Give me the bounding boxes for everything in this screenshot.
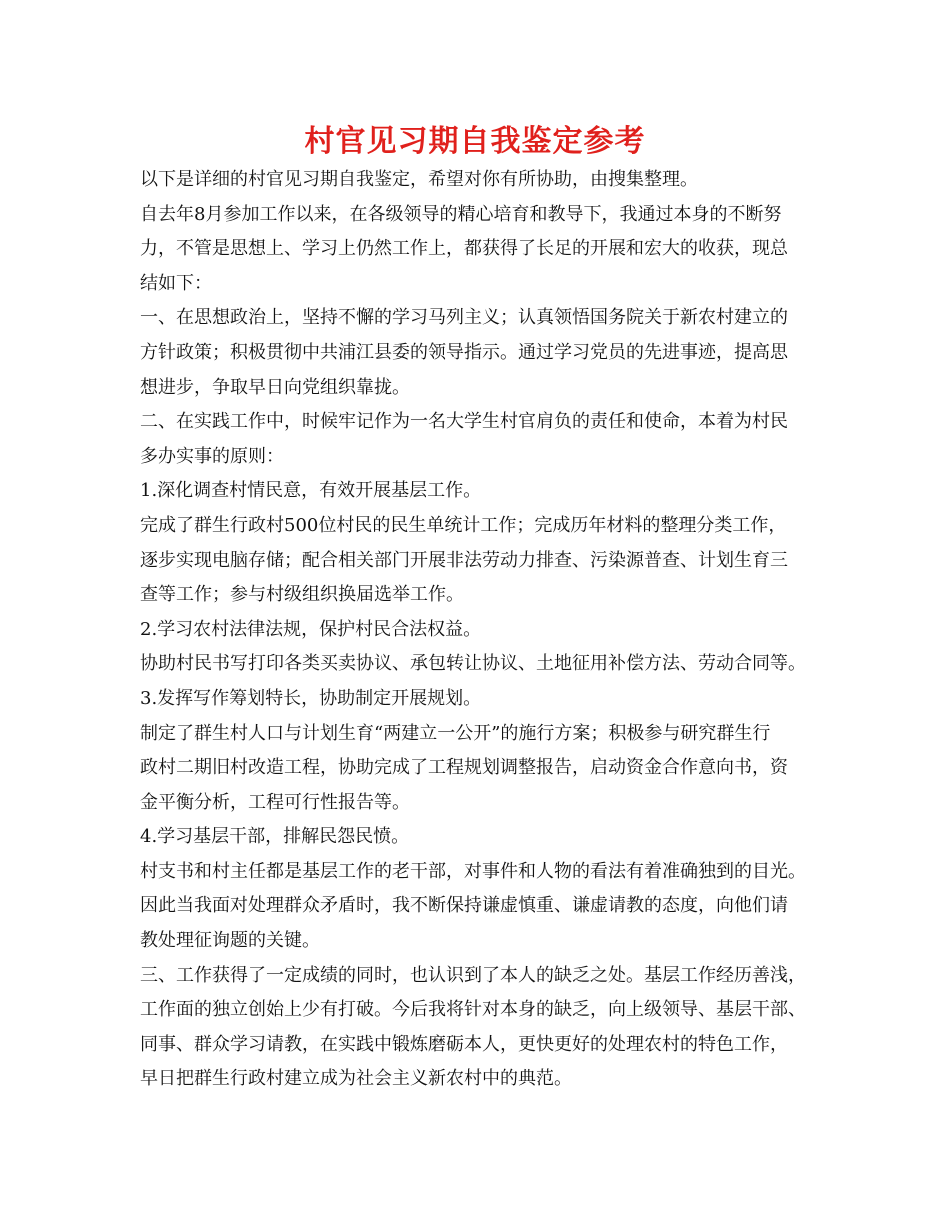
body-line: 金平衡分析，工程可行性报告等。 [140, 791, 410, 813]
body-line: 逐步实现电脑存储；配合相关部门开展非法劳动力排查、污染源普查、计划生育三 [140, 549, 788, 571]
body-line: 协助村民书写打印各类买卖协议、承包转让协议、土地征用补偿方法、劳动合同等。 [140, 653, 806, 675]
body-line: 多办实事的原则： [140, 445, 284, 467]
document-title: 村官见习期自我鉴定参考 [304, 124, 646, 159]
body-line: 制定了群生村人口与计划生育“两建立一公开”的施行方案；积极参与研究群生行 [140, 722, 771, 744]
body-line: 工作面的独立创始上少有打破。今后我将针对本身的缺乏，向上级领导、基层干部、 [140, 999, 806, 1021]
body-line: 二、在实践工作中，时候牢记作为一名大学生村官肩负的责任和使命，本着为村民 [140, 411, 788, 433]
body-line: 早日把群生行政村建立成为社会主义新农村中的典范。 [140, 1068, 572, 1090]
body-line: 政村二期旧村改造工程，协助完成了工程规划调整报告，启动资金合作意向书，资 [140, 757, 788, 779]
body-line: 3.发挥写作筹划特长，协助制定开展规划。 [140, 687, 482, 709]
body-line: 教处理征询题的关键。 [140, 930, 320, 952]
body-line: 一、在思想政治上，坚持不懈的学习马列主义；认真领悟国务院关于新农村建立的 [140, 307, 788, 329]
body-line: 自去年8月参加工作以来，在各级领导的精心培育和教导下，我通过本身的不断努 [140, 203, 782, 225]
body-line: 同事、群众学习请教，在实践中锻炼磨砺本人，更快更好的处理农村的特色工作， [140, 1033, 788, 1055]
body-line: 查等工作；参与村级组织换届选举工作。 [140, 584, 464, 606]
body-line: 因此当我面对处理群众矛盾时，我不断保持谦虚慎重、谦虚请教的态度，向他们请 [140, 895, 788, 917]
body-line: 想进步，争取早日向党组织靠拢。 [140, 376, 410, 398]
body-line: 2.学习农村法律法规，保护村民合法权益。 [140, 618, 482, 640]
document-body [140, 163, 820, 1097]
body-line: 三、工作获得了一定成绩的同时，也认识到了本人的缺乏之处。基层工作经历善浅， [140, 964, 806, 986]
body-line: 以下是详细的村官见习期自我鉴定，希望对你有所协助，由搜集整理。 [140, 169, 698, 190]
body-line: 4.学习基层干部，排解民怨民愤。 [140, 826, 410, 848]
body-line: 结如下： [140, 272, 212, 294]
body-line: 1.深化调查村情民意，有效开展基层工作。 [140, 480, 482, 502]
body-line: 完成了群生行政村500位村民的民生单统计工作；完成历年材料的整理分类工作， [140, 514, 787, 536]
body-line: 村支书和村主任都是基层工作的老干部，对事件和人物的看法有着准确独到的目光。 [140, 860, 806, 882]
body-line: 力，不管是思想上、学习上仍然工作上，都获得了长足的开展和宏大的收获，现总 [140, 238, 788, 260]
body-line: 方针政策；积极贯彻中共浦江县委的领导指示。通过学习党员的先进事迹，提高思 [140, 341, 788, 363]
